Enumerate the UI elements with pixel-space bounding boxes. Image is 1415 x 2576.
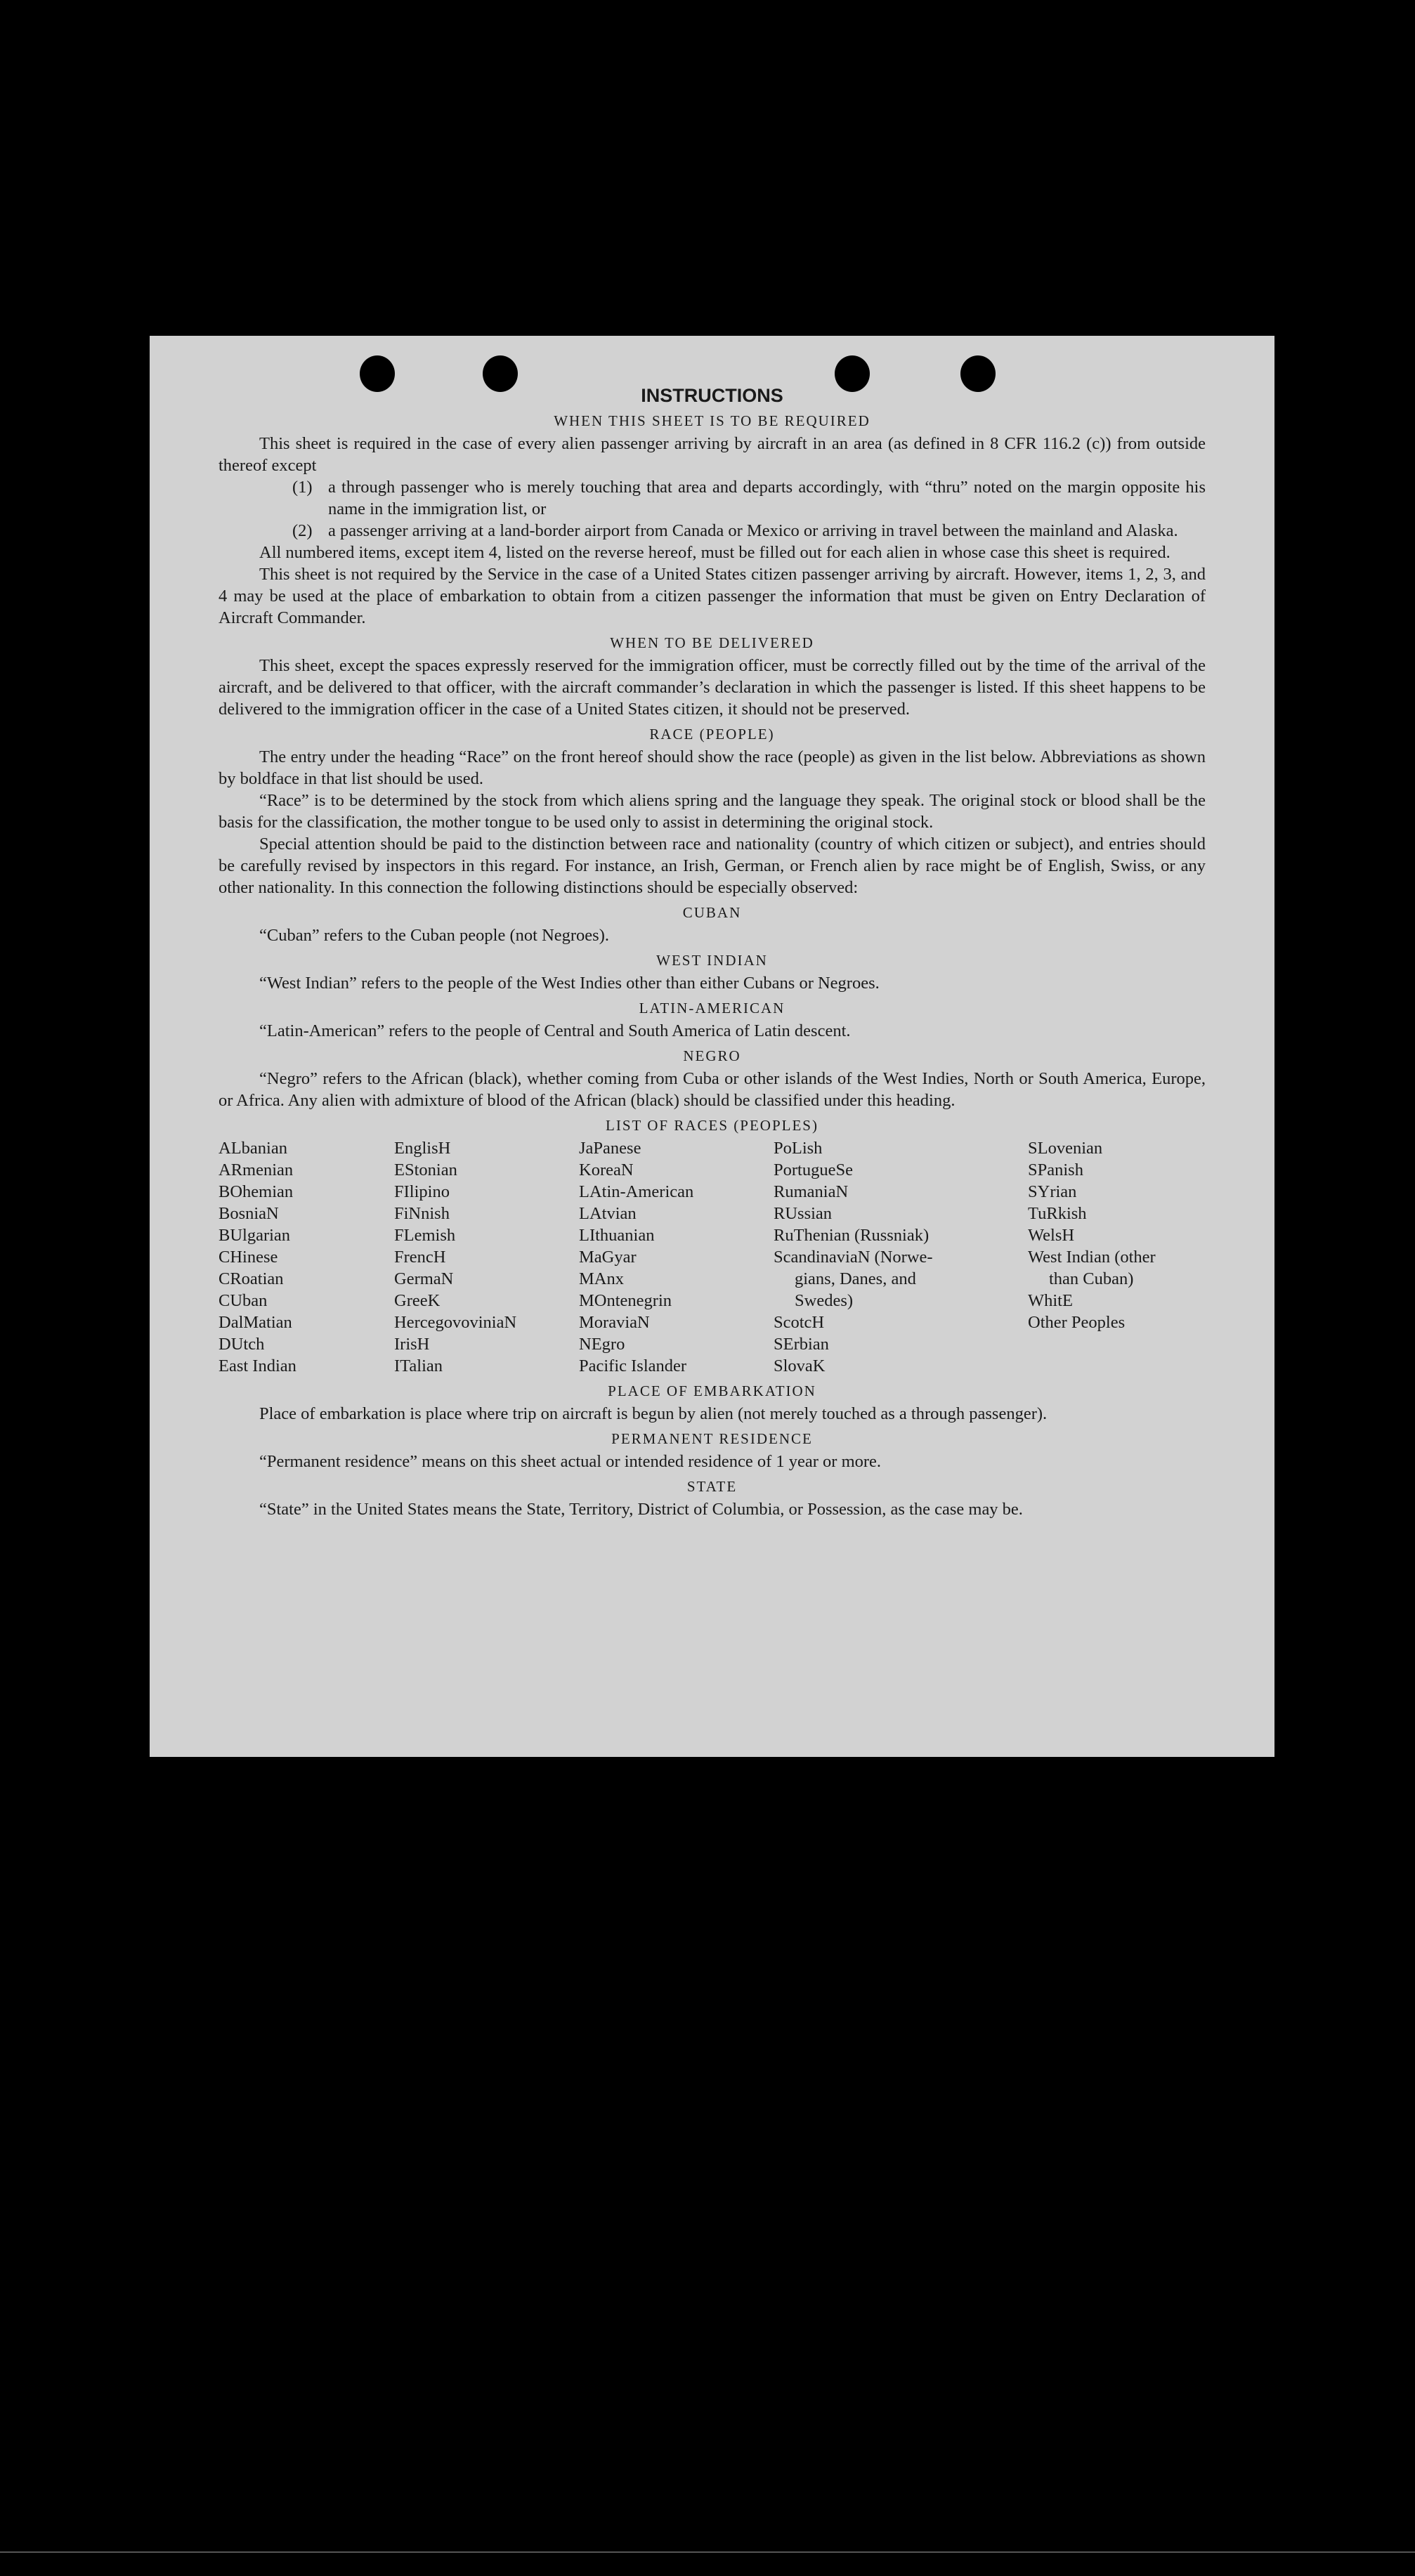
punch-hole (360, 355, 395, 392)
race-entry: SYrian (1028, 1182, 1077, 1201)
race-entry: FLemish (394, 1226, 456, 1245)
paragraph: “Race” is to be determined by the stock from which aliens spring and the language they speak. The original stock or blood shall be the basis for the classification, the mother tongue to be used only to assist in determining the original stock. (219, 791, 1206, 832)
race-entry: MaGyar (579, 1248, 637, 1267)
item-number: (1) (292, 478, 313, 497)
race-entry: East Indian (219, 1356, 296, 1375)
race-entry: ScotcH (774, 1313, 825, 1332)
race-entry: BUlgarian (219, 1226, 291, 1245)
paragraph: Place of embarkation is place where trip on aircraft is begun by alien (not merely touched as a through passenger). (259, 1404, 1048, 1423)
page-title: INSTRUCTIONS (641, 385, 783, 406)
punch-hole (483, 355, 518, 392)
race-entry: BosniaN (219, 1204, 279, 1223)
race-entry: ITalian (394, 1356, 443, 1375)
race-entry: JaPanese (579, 1139, 641, 1158)
race-entry: BOhemian (219, 1182, 294, 1201)
section-heading-race: RACE (PEOPLE) (649, 726, 775, 743)
races-column (394, 1137, 579, 1377)
punch-hole (960, 355, 996, 392)
paragraph: “West Indian” refers to the people of the West Indies other than either Cubans or Negroes. (259, 974, 880, 993)
race-entry: MOntenegrin (579, 1291, 672, 1310)
paragraph: This sheet is required in the case of every alien passenger arriving by aircraft in an area (as defined in 8 CFR 116.2 (c)) from outside thereof except (219, 434, 1206, 475)
section-heading-list-of-races: LIST OF RACES (PEOPLES) (606, 1117, 819, 1134)
race-entry: West Indian (other (1028, 1248, 1156, 1267)
paragraph: “Latin-American” refers to the people of Central and South America of Latin descent. (259, 1021, 851, 1040)
race-entry: SErbian (774, 1335, 829, 1354)
race-entry: RumaniaN (774, 1182, 849, 1201)
race-entry: KoreaN (579, 1160, 634, 1179)
race-entry: LIthuanian (579, 1226, 655, 1245)
list-item (292, 520, 1206, 542)
race-entry: HercegovoviniaN (394, 1313, 517, 1332)
race-entry: LAtin-American (579, 1182, 694, 1201)
paragraph: This sheet is not required by the Service in the case of a United States citizen passenger arriving by aircraft. However, items 1, 2, 3, and 4 may be used at the place of embarkation to obtain from a citizen passenger the information that must be given on Entry Declaration of Aircraft Commander. (219, 565, 1206, 627)
race-entry: CUban (219, 1291, 268, 1310)
race-entry: EnglisH (394, 1139, 451, 1158)
race-entry: GreeK (394, 1291, 441, 1310)
paragraph: “State” in the United States means the State, Territory, District of Columbia, or Possession, as the case may be. (259, 1500, 1023, 1519)
item-text: a through passenger who is merely touching that area and departs accordingly, with “thru” noted on the margin opposite his name in the immigration list, or (328, 478, 1206, 518)
instruction-sheet (150, 336, 1274, 1757)
race-entry: MAnx (579, 1269, 624, 1288)
race-entry: FrencH (394, 1248, 446, 1267)
item-text: a passenger arriving at a land-border airport from Canada or Mexico or arriving in travel between the mainland and Alaska. (328, 521, 1178, 540)
section-heading-when-delivered: WHEN TO BE DELIVERED (610, 634, 814, 651)
paragraph: Special attention should be paid to the distinction between race and nationality (country of which citizen or subject), and entries should be carefully revised by inspectors in this regard. For instance, an Irish, German, or French alien by race might be of English, Swiss, or any other nationality. In this connection the following distinctions should be especially observed: (219, 835, 1206, 897)
race-entry: gians, Danes, and (795, 1269, 916, 1288)
race-entry: MoraviaN (579, 1313, 650, 1332)
race-entry: IrisH (394, 1335, 430, 1354)
race-entry: PoLish (774, 1139, 823, 1158)
section-heading-embarkation: PLACE OF EMBARKATION (608, 1382, 816, 1399)
paragraph: “Cuban” refers to the Cuban people (not Negroes). (259, 926, 609, 945)
race-entry: SPanish (1028, 1160, 1083, 1179)
section-heading-cuban: CUBAN (682, 904, 742, 921)
race-entry: SlovaK (774, 1356, 826, 1375)
race-entry: SLovenian (1028, 1139, 1103, 1158)
race-entry: ScandinaviaN (Norwe- (774, 1248, 933, 1267)
race-entry: RuThenian (Russniak) (774, 1226, 930, 1245)
item-number: (2) (292, 521, 313, 540)
scanner-edge-line (0, 2551, 1415, 2553)
race-entry: RUssian (774, 1204, 833, 1223)
section-heading-latin-american: LATIN-AMERICAN (639, 1000, 785, 1016)
section-heading-state: STATE (686, 1478, 738, 1495)
race-entry: TuRkish (1028, 1204, 1087, 1223)
race-entry: WhitE (1028, 1291, 1073, 1310)
list-item (292, 476, 1206, 520)
race-entry: FiNnish (394, 1204, 450, 1223)
race-entry: ALbanian (219, 1139, 287, 1158)
paragraph: This sheet, except the spaces expressly reserved for the immigration officer, must be correctly filled out by the time of the arrival of the aircraft, and be delivered to that officer, with the aircraft commander’s declaration in which the passenger is listed. If this sheet happens to be delivered to the immigration officer in the case of a United States citizen, it should not be preserved. (219, 656, 1206, 719)
race-entry: WelsH (1028, 1226, 1075, 1245)
race-entry: LAtvian (579, 1204, 637, 1223)
race-entry: DUtch (219, 1335, 265, 1354)
race-entry: than Cuban) (1049, 1269, 1134, 1288)
paragraph: All numbered items, except item 4, listed on the reverse hereof, must be filled out for each alien in whose case this sheet is required. (259, 543, 1171, 562)
races-column (579, 1137, 774, 1377)
paragraph: “Negro” refers to the African (black), whether coming from Cuba or other islands of the West Indies, North or South America, Europe, or Africa. Any alien with admixture of blood of the African (black) should be classified under this heading. (219, 1069, 1206, 1110)
race-entry: DalMatian (219, 1313, 292, 1332)
race-entry: Pacific Islander (579, 1356, 687, 1375)
race-entry: NEgro (579, 1335, 625, 1354)
section-heading-when-required: WHEN THIS SHEET IS TO BE REQUIRED (554, 412, 870, 429)
race-entry: ARmenian (219, 1160, 294, 1179)
race-entry: CRoatian (219, 1269, 284, 1288)
races-column (219, 1137, 394, 1377)
section-heading-negro: NEGRO (683, 1047, 741, 1064)
race-entry: EStonian (394, 1160, 457, 1179)
races-list (219, 1137, 1206, 1377)
race-entry: PortugueSe (774, 1160, 853, 1179)
section-heading-west-indian: WEST INDIAN (656, 952, 768, 969)
race-entry: Other Peoples (1028, 1313, 1126, 1332)
race-entry: GermaN (394, 1269, 454, 1288)
races-column (1028, 1137, 1204, 1377)
races-column (774, 1137, 1028, 1377)
punch-hole (835, 355, 870, 392)
paragraph: The entry under the heading “Race” on the front hereof should show the race (people) as given in the list below. Abbreviations as shown by boldface in that list should be used. (219, 747, 1206, 788)
race-entry: Swedes) (795, 1291, 854, 1310)
section-heading-residence: PERMANENT RESIDENCE (611, 1430, 813, 1447)
race-entry: CHinese (219, 1248, 278, 1267)
paragraph: “Permanent residence” means on this sheet actual or intended residence of 1 year or more. (259, 1452, 882, 1471)
race-entry: FIlipino (394, 1182, 450, 1201)
